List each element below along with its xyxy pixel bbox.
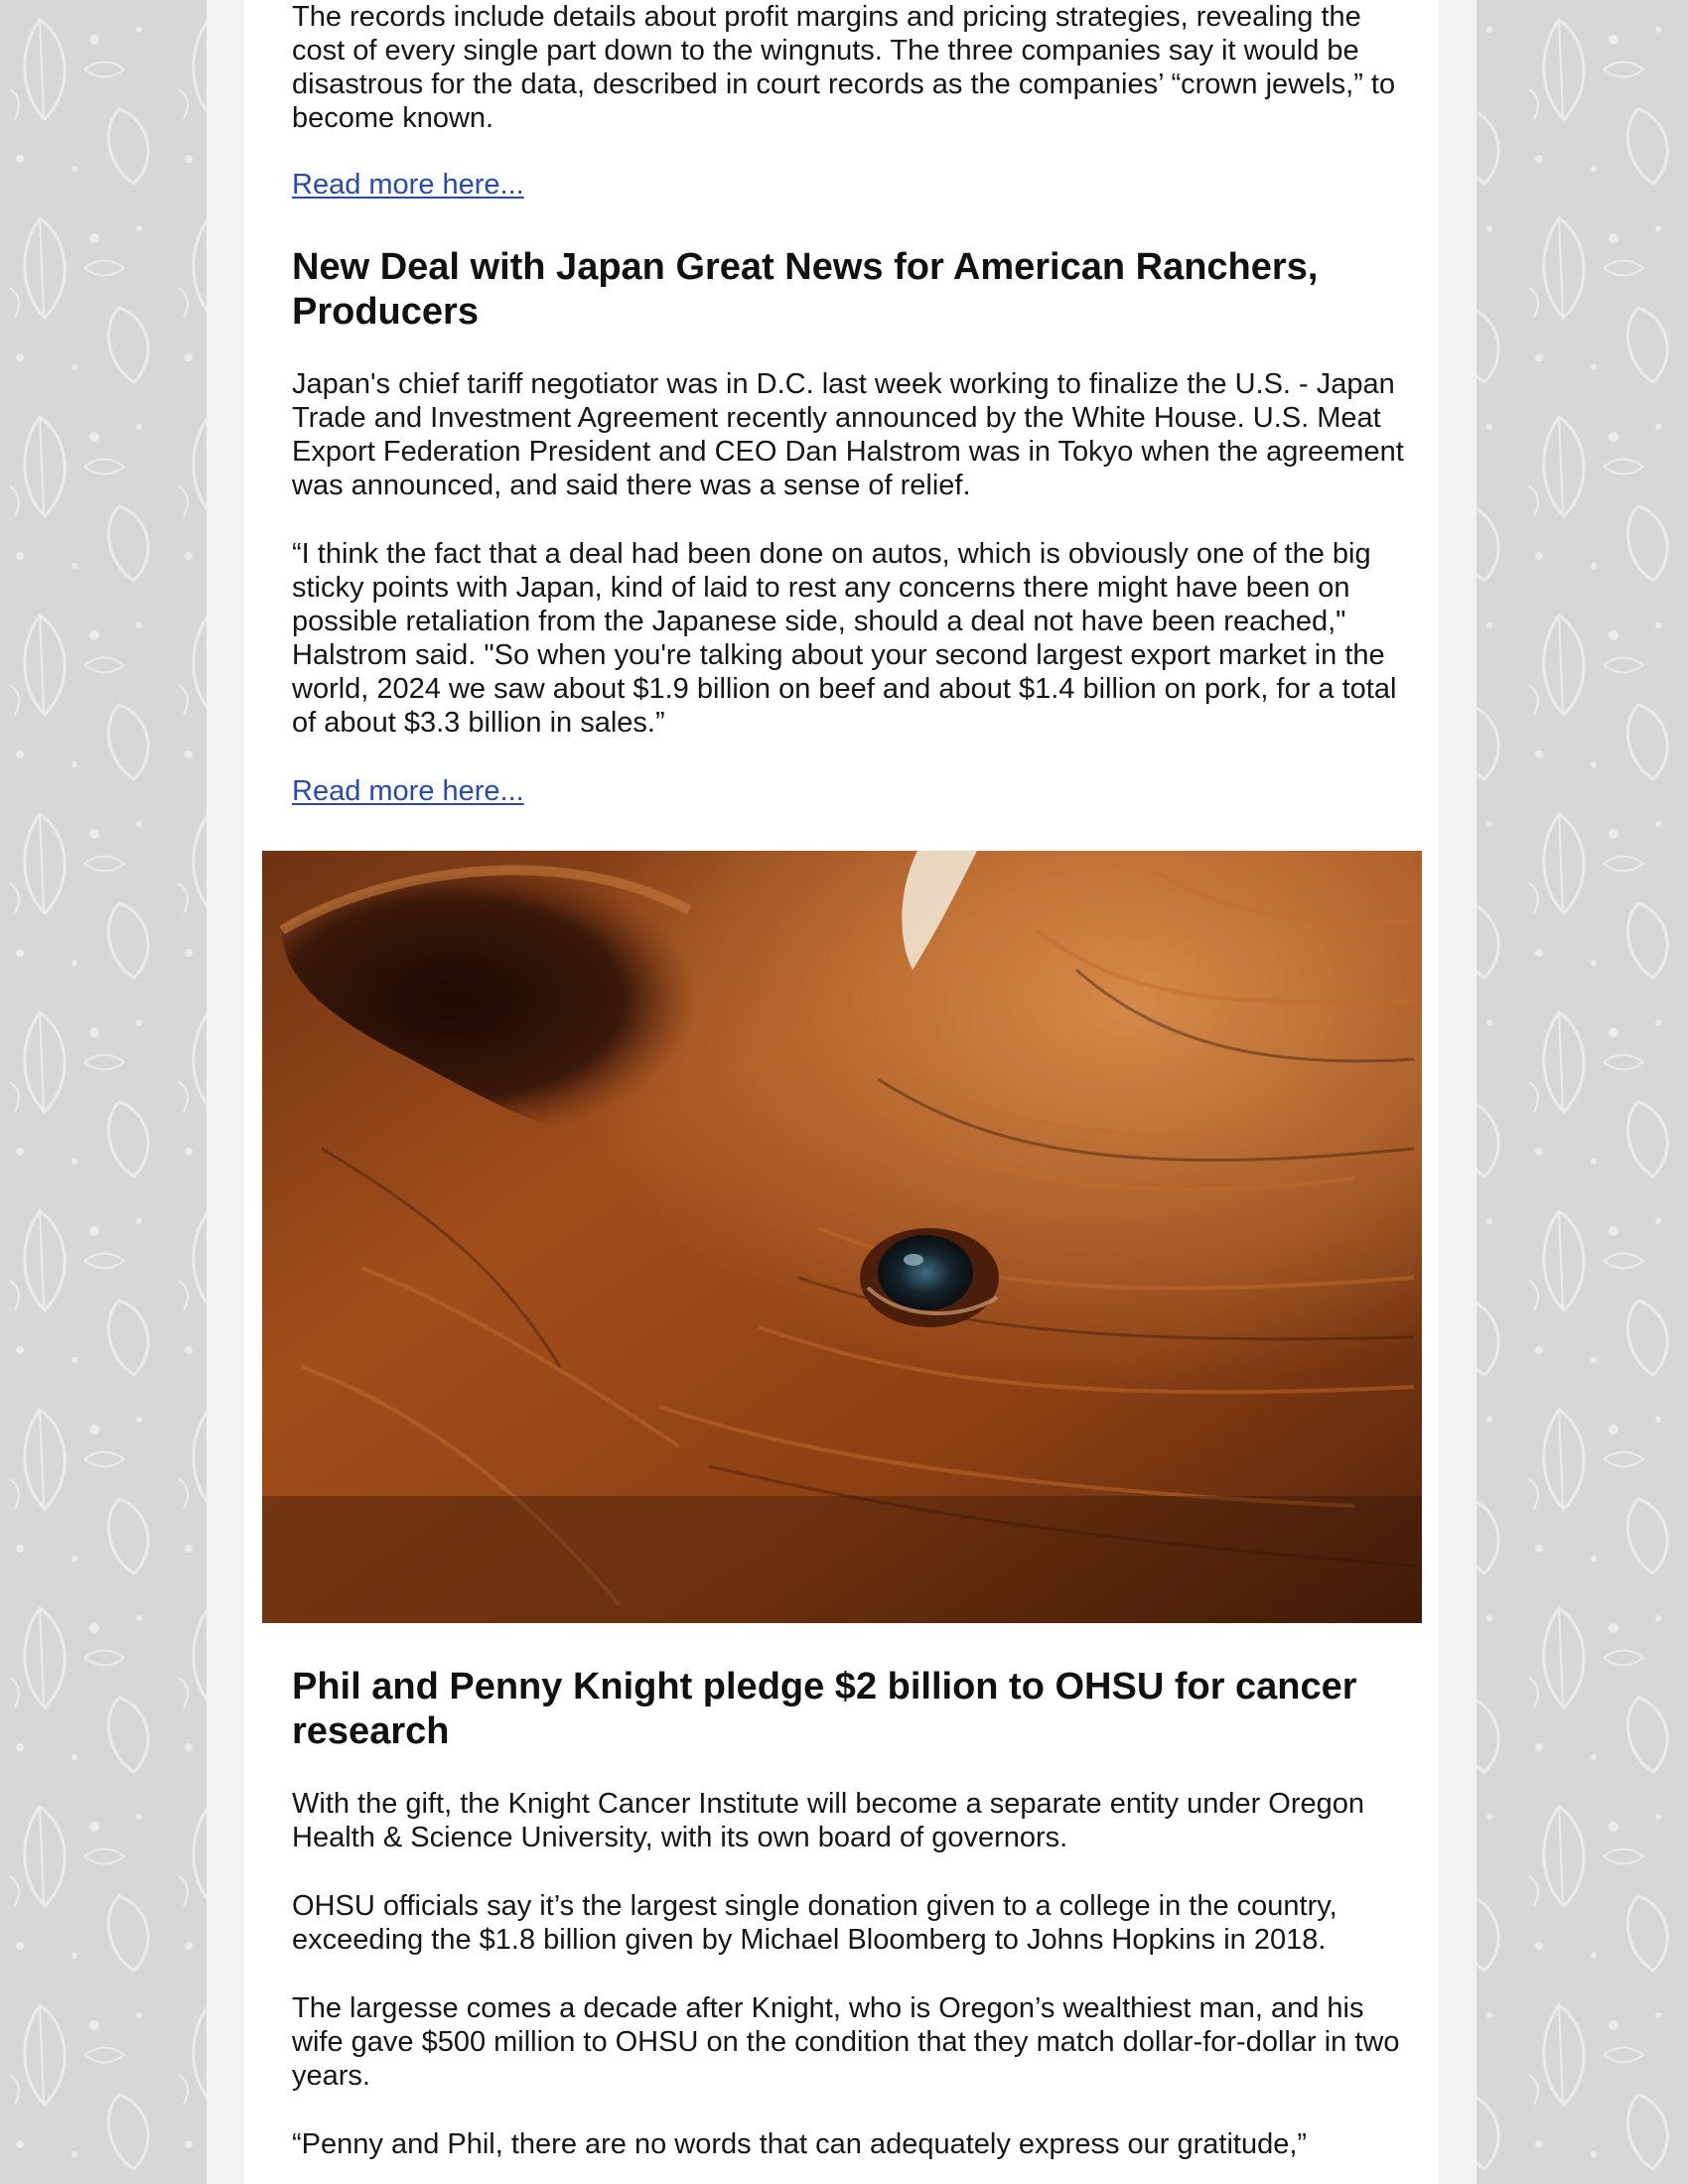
article-knight-p4	[292, 2127, 1404, 2161]
article-headline: New Deal with Japan Great News for American Ranchers, Producers	[292, 246, 1319, 333]
article-knight-p1	[292, 1787, 1404, 1854]
article-paragraph: “I think the fact that a deal had been done on autos, which is obviously one of the big sticky points with Japan, kind of laid to rest any concerns there might have been on possible retaliation from the Japanese side, should a deal not have been reached," Halstrom said. "So when you're talking about your second largest export market in the world, 2024 we saw about $1.9 billion on beef and about $1.4 billion on pork, for a total of about $3.3 billion in sales.”	[292, 538, 1397, 739]
article-prev	[292, 0, 1404, 135]
article-prev-body: The records include details about profit margins and pricing strategies, revealing the cost of every single part down to the wingnuts. The three companies say it would be disastrous for the data, described in court records as the companies’ “crown jewels,” to become known.	[292, 1, 1396, 134]
cow-photo	[262, 851, 1422, 1623]
cow-closeup-image	[262, 851, 1422, 1623]
read-more-link[interactable]: Read more here...	[292, 775, 524, 807]
article-paragraph: OHSU officials say it’s the largest single donation given to a college in the country, exceeding the $1.8 billion given by Michael Bloomberg to Johns Hopkins in 2018.	[292, 1890, 1337, 1956]
article-headline: Phil and Penny Knight pledge $2 billion to OHSU for cancer research	[292, 1666, 1357, 1752]
read-more-link[interactable]: Read more here...	[292, 169, 524, 201]
article-japan	[292, 245, 1404, 335]
article-knight	[292, 1665, 1404, 1754]
article-paragraph: “Penny and Phil, there are no words that can adequately express our gratitude,”	[292, 2128, 1308, 2160]
article-paragraph: With the gift, the Knight Cancer Institute will become a separate entity under Oregon Health & Science University, with its own board of governors.	[292, 1788, 1365, 1853]
article-japan-body	[292, 367, 1404, 502]
newsletter-card	[244, 0, 1439, 2184]
right-gutter	[1439, 0, 1477, 2184]
article-japan-quote	[292, 537, 1404, 740]
left-gutter	[207, 0, 244, 2184]
article-knight-p3	[292, 1991, 1404, 2093]
article-paragraph: The largesse comes a decade after Knight, who is Oregon’s wealthiest man, and his wife gave $500 million to OHSU on the condition that they match dollar-for-dollar in two years.	[292, 1992, 1400, 2092]
article-japan-link-row	[292, 774, 1404, 808]
article-prev-link-row	[292, 168, 1404, 202]
article-knight-p2	[292, 1889, 1404, 1957]
article-paragraph: Japan's chief tariff negotiator was in D.C. last week working to finalize the U.S. - Japan Trade and Investment Agreement recently announced by the White House. U.S. Meat Export Federation President and CEO Dan Halstrom was in Tokyo when the agreement was announced, and said there was a sense of relief.	[292, 368, 1404, 501]
